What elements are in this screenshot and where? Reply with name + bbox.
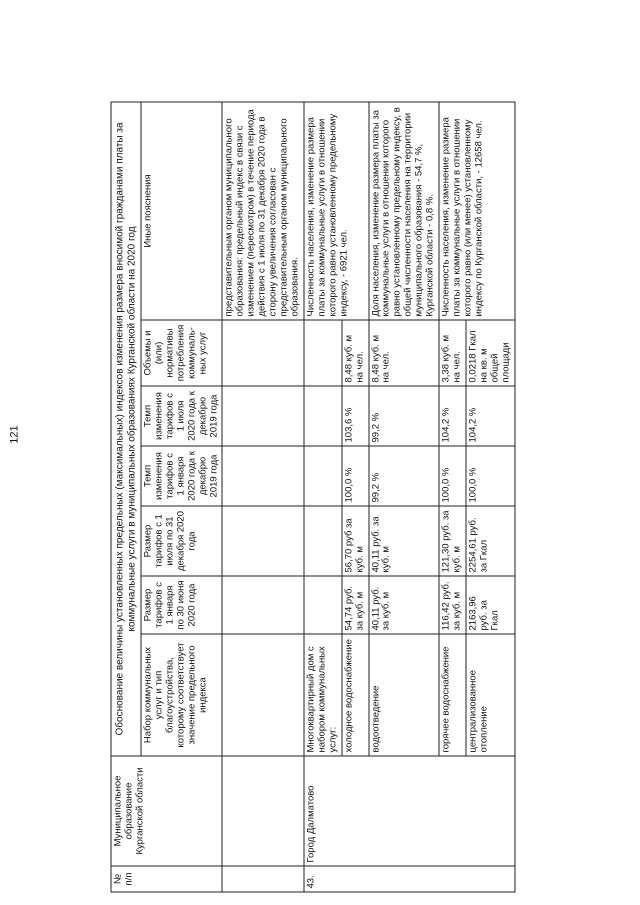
index-justification-table — [111, 101, 516, 892]
page-number: 121 — [8, 425, 21, 444]
volume: 8,48 куб. м на чел. — [342, 320, 369, 386]
rotated-sheet — [1, 0, 640, 905]
rate-jan: 99,2 % — [369, 446, 440, 506]
header-num: № п/п — [111, 866, 222, 892]
rate-jul: 99,2 % — [369, 386, 440, 446]
tariff-jul: 56,70 руб за куб. м — [342, 506, 369, 576]
header-row — [111, 102, 141, 892]
continuation-note: представительным органом муниципального образования: предельный индекс в связи с изменением (пересмотром) в течение периода действия с 1 июля по 31 декабря 2020 года в сторону увеличения согласован с представительным органом муниципального образования. — [222, 102, 303, 320]
header-rate-jul: Темп изменения тарифов с 1 июля 2020 года к декабрю 2019 года — [141, 386, 222, 446]
volume: 3,38 куб. м на чел. — [439, 320, 466, 386]
service-name: горячее водоснабжение — [439, 634, 466, 756]
tariff-jul: 40,11 руб. за куб. м — [369, 506, 440, 576]
service-name: холодное водоснабжение — [342, 634, 369, 756]
tariff-jan: 40,11 руб. за куб. м — [369, 576, 440, 634]
tariff-jul: 121,30 руб. за куб. м — [439, 506, 466, 576]
rate-jan: 100,0 % — [439, 446, 466, 506]
tariff-jul: 2254,61 руб. за Гкал — [466, 506, 515, 576]
building-type: Многоквартирный дом с набором коммунальных услуг: — [304, 634, 342, 756]
rate-jul: 103,6 % — [342, 386, 369, 446]
note-population: Численность населения, изменение размера платы за коммунальные услуги в отношении которого равно установленному предельному индексу, - 6921 чел. — [304, 102, 369, 320]
header-services: Набор коммунальных услуг и тип благоустройства, которому соответствует значение предельного индекса — [141, 634, 222, 756]
tariff-jan: 54,74 руб. за куб. м — [342, 576, 369, 634]
header-municipality: Муниципальное образование Курганской области — [111, 756, 222, 866]
volume: 0,0218 Гкал на кв. м общей площади — [466, 320, 515, 386]
note-region: Численность населения, изменение размера платы за коммунальные услуги в отношении которого равно (или менее) установленному индексу по Курганской области, - 12658 чел. — [439, 102, 515, 320]
table-row — [304, 102, 342, 892]
header-rate-jan: Темп изменения тарифов с 1 января 2020 года к декабрю 2019 года — [141, 446, 222, 506]
volume: 8,48 куб. м на чел. — [369, 320, 440, 386]
municipality-name: Город Далматово — [304, 756, 515, 866]
header-tariff-jan: Размер тарифов с 1 января по 30 июня 2020 года — [141, 576, 222, 634]
header-notes: Иные пояснения — [141, 102, 222, 320]
rate-jul: 104,2 % — [439, 386, 466, 446]
service-name: водоотведение — [369, 634, 440, 756]
rate-jan: 100,0 % — [342, 446, 369, 506]
header-tariff-jul: Размер тарифов с 1 июля по 31 декабря 2020 года — [141, 506, 222, 576]
service-name: централизованное отопление — [466, 634, 515, 756]
table-title: Обоснование величины установленных предельных (максимальных) индексов изменения размера вносимой гражданами платы за коммунальные услуги в муниципальных образованиях Курганской области на 2020 год — [111, 102, 141, 756]
continuation-row — [222, 102, 303, 892]
row-number: 43. — [304, 866, 515, 892]
tariff-jan: 116,42 руб. за куб. м — [439, 576, 466, 634]
rate-jul: 104,2 % — [466, 386, 515, 446]
tariff-jan: 2163,96 руб. за Гкал — [466, 576, 515, 634]
header-volumes: Объемы и (или) нормативы потребления коммуналь-ных услуг — [141, 320, 222, 386]
note-share: Доля населения, изменение размера платы за коммунальные услуги в отношении которого равно установленному предельному индексу, в общей численности населения на территории муниципального образования - 54,7 %, Курганской области - 0,8 %. — [369, 102, 440, 320]
rate-jan: 100,0 % — [466, 446, 515, 506]
